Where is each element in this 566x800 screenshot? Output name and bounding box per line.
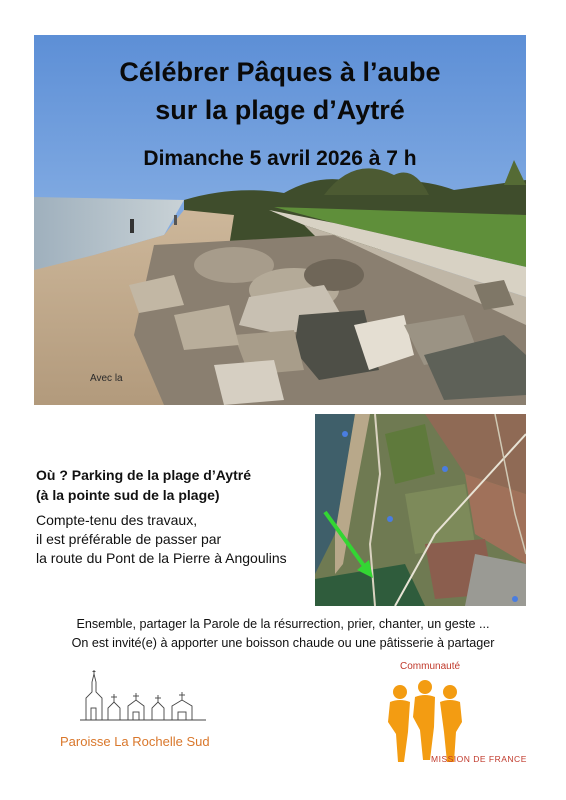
- mission-label: MISSION DE FRANCE: [431, 754, 527, 764]
- access-notes: [36, 511, 287, 568]
- satellite-map-illustration: [315, 414, 526, 606]
- where-line-1: Où ? Parking de la plage d’Aytré: [36, 467, 251, 483]
- beach-photo-illustration: [34, 35, 526, 405]
- invitation-line-1: Ensemble, partager la Parole de la résurrection, prier, chanter, un geste ...: [76, 617, 490, 631]
- mission-de-france-logo: [380, 672, 470, 767]
- parish-name: Paroisse La Rochelle Sud: [60, 734, 210, 749]
- poster-title-line-2: sur la plage d’Aytré: [155, 95, 405, 125]
- where-line-2: (à la pointe sud de la plage): [36, 487, 220, 503]
- hero-photo: [34, 35, 526, 405]
- location-heading: [36, 465, 251, 505]
- community-label: Communauté: [400, 661, 461, 672]
- location-map: [315, 414, 526, 606]
- note-line: Compte-tenu des travaux,: [36, 512, 198, 528]
- invitation-line-2: On est invité(e) à apporter une boisson chaude ou une pâtisserie à partager: [71, 636, 495, 650]
- note-line: il est préférable de passer par: [36, 531, 222, 547]
- event-date: Dimanche 5 avril 2026 à 7 h: [143, 147, 417, 170]
- note-line: la route du Pont de la Pierre à Angoulins: [36, 550, 287, 566]
- poster-title-line-1: Célébrer Pâques à l’aube: [119, 57, 441, 87]
- photo-caption: Avec la: [90, 373, 123, 384]
- parish-churches-logo: [78, 668, 208, 728]
